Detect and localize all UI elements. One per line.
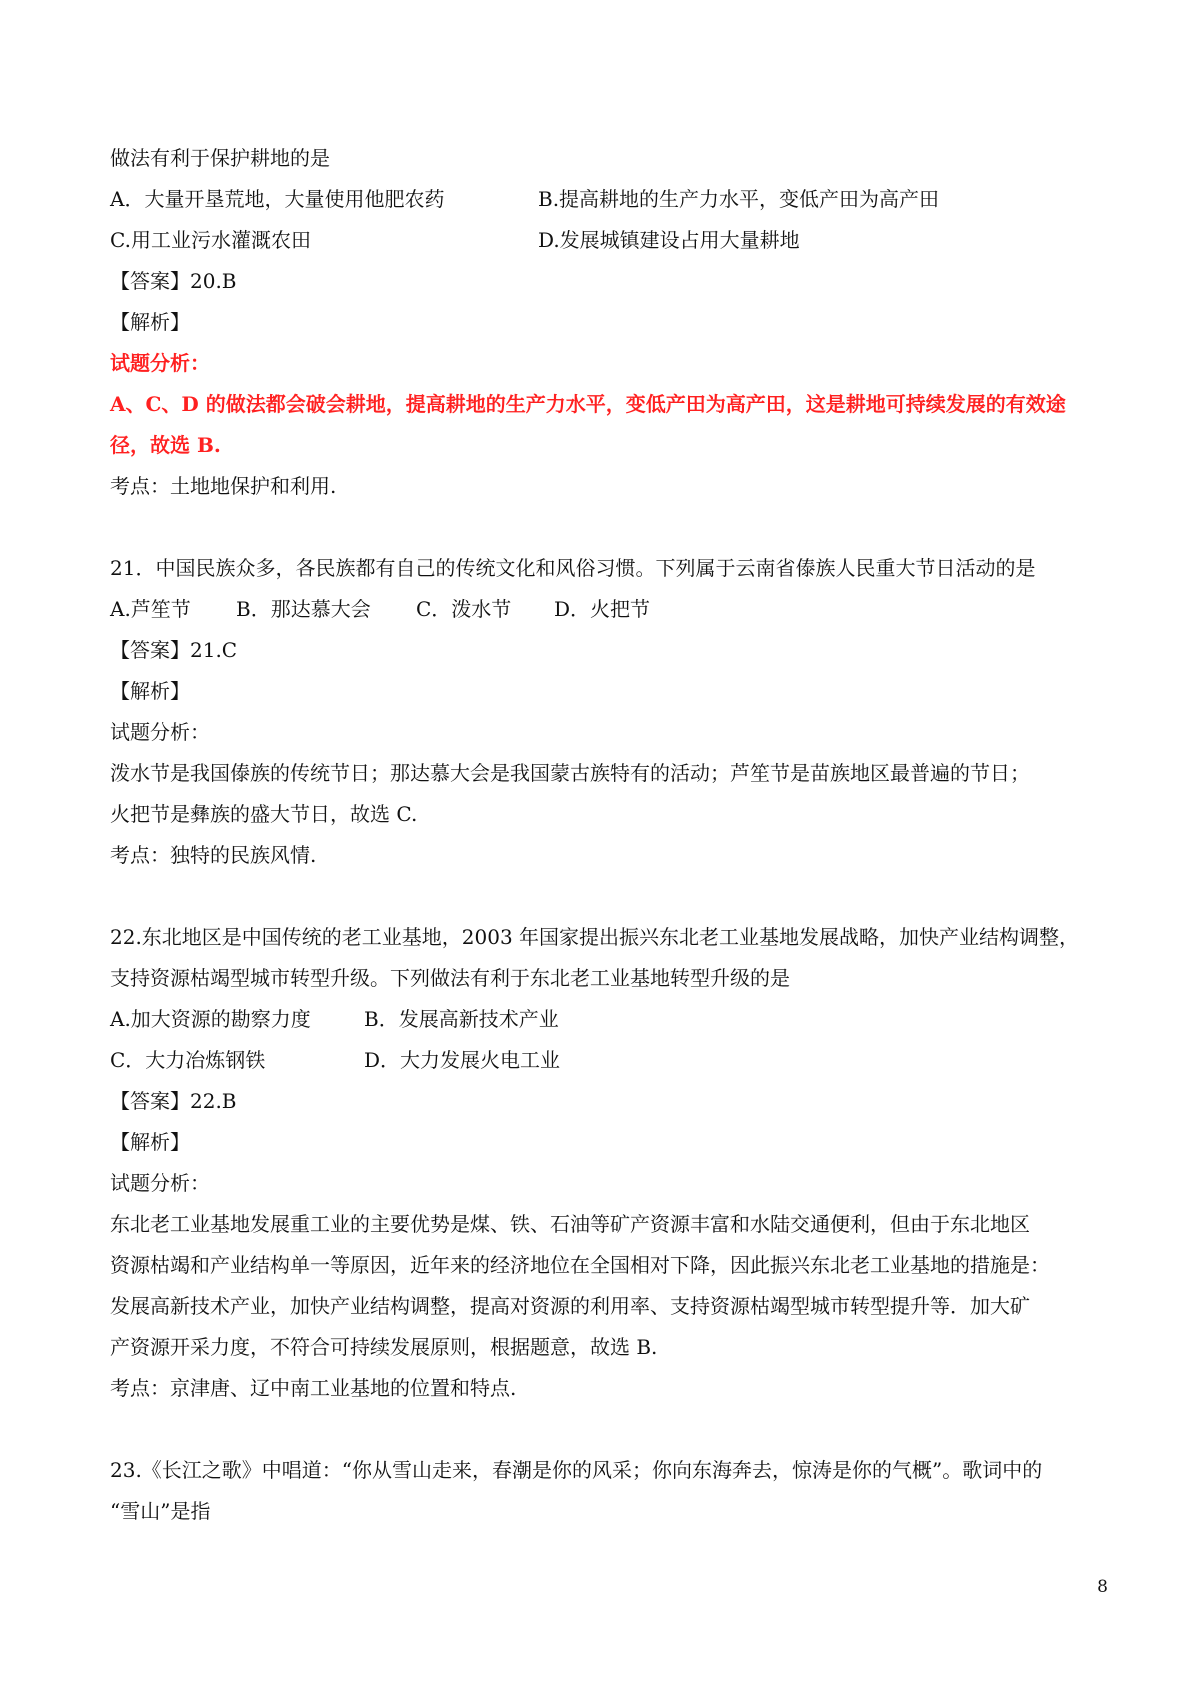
q20-analysis-line1: A、C、D 的做法都会破会耕地，提高耕地的生产力水平，变低产田为高产田，这是耕地可持续发展的有效途: [110, 392, 1066, 416]
q21-options: [110, 589, 1100, 630]
q20-analysis-line2: 径，故选 B.: [110, 433, 221, 457]
q22-analysis-label: 【解析】: [110, 1130, 190, 1154]
q22-analysis-line4: 产资源开采力度，不符合可持续发展原则，根据题意，故选 B.: [110, 1335, 658, 1359]
q20-option-c: C.用工业污水灌溉农田: [110, 228, 311, 252]
q22-analysis-title: 试题分析：: [110, 1171, 210, 1195]
q20-kaodian: 考点：土地地保护和利用.: [110, 474, 337, 498]
q20-option-a: A．大量开垦荒地，大量使用他肥农药: [110, 187, 445, 211]
q21-analysis-line1: 泼水节是我国傣族的传统节日；那达慕大会是我国蒙古族特有的活动；芦笙节是苗族地区最普遍的节日；: [110, 761, 1030, 785]
q20-analysis-label: 【解析】: [110, 310, 190, 334]
q21-stem: 21．中国民族众多，各民族都有自己的传统文化和风俗习惯。下列属于云南省傣族人民重大节日活动的是: [110, 556, 1036, 580]
q20-analysis-title: 试题分析：: [110, 351, 210, 375]
q22-options-row2: [110, 1040, 1100, 1081]
q23-stem-line2: “雪山”是指: [110, 1499, 211, 1523]
q20-options-row2: [110, 220, 1100, 261]
q20-stem-tail: 做法有利于保护耕地的是: [110, 146, 330, 170]
q21-option-b: B．那达慕大会: [236, 597, 371, 621]
q21-analysis-label: 【解析】: [110, 679, 190, 703]
q21-kaodian: 考点：独特的民族风情.: [110, 843, 317, 867]
spacer: [110, 507, 1100, 548]
q22-analysis-line1: 东北老工业基地发展重工业的主要优势是煤、铁、石油等矿产资源丰富和水陆交通便利，但由于东北地区: [110, 1212, 1030, 1236]
q22-option-c: C．大力冶炼钢铁: [110, 1048, 266, 1072]
q22-answer: 【答案】22.B: [110, 1089, 237, 1113]
q22-analysis-line3: 发展高新技术产业，加快产业结构调整，提高对资源的利用率、支持资源枯竭型城市转型提升等．加大矿: [110, 1294, 1030, 1318]
q22-stem-line2: 支持资源枯竭型城市转型升级。下列做法有利于东北老工业基地转型升级的是: [110, 966, 790, 990]
q22-stem-line1: 22.东北地区是中国传统的老工业基地，2003 年国家提出振兴东北老工业基地发展战略，加快产业结构调整，: [110, 925, 1080, 949]
spacer: [110, 1409, 1100, 1450]
q22-option-b: B．发展高新技术产业: [364, 1007, 559, 1031]
page-number: 8: [1097, 1577, 1108, 1597]
q21-analysis-title: 试题分析：: [110, 720, 210, 744]
q20-option-b: B.提高耕地的生产力水平，变低产田为高产田: [538, 187, 940, 211]
q22-option-a: A.加大资源的勘察力度: [110, 1007, 311, 1031]
q22-analysis-line2: 资源枯竭和产业结构单一等原因，近年来的经济地位在全国相对下降，因此振兴东北老工业基地的措施是：: [110, 1253, 1050, 1277]
q23-stem-line1: 23.《长江之歌》中唱道：“你从雪山走来，春潮是你的风采；你向东海奔去，惊涛是你的气概”。歌词中的: [110, 1458, 1043, 1482]
q21-option-d: D．火把节: [554, 597, 651, 621]
q20-options-row1: [110, 179, 1100, 220]
q22-options-row1: [110, 999, 1100, 1040]
q20-option-d: D.发展城镇建设占用大量耕地: [538, 228, 800, 252]
q21-option-a: A.芦笙节: [110, 597, 191, 621]
q21-analysis-line2: 火把节是彝族的盛大节日，故选 C.: [110, 802, 418, 826]
q22-option-d: D．大力发展火电工业: [364, 1048, 561, 1072]
q21-option-c: C．泼水节: [416, 597, 512, 621]
q21-answer: 【答案】21.C: [110, 638, 238, 662]
document-body: [110, 138, 1100, 1532]
q22-kaodian: 考点：京津唐、辽中南工业基地的位置和特点.: [110, 1376, 517, 1400]
spacer: [110, 876, 1100, 917]
q20-answer: 【答案】20.B: [110, 269, 237, 293]
